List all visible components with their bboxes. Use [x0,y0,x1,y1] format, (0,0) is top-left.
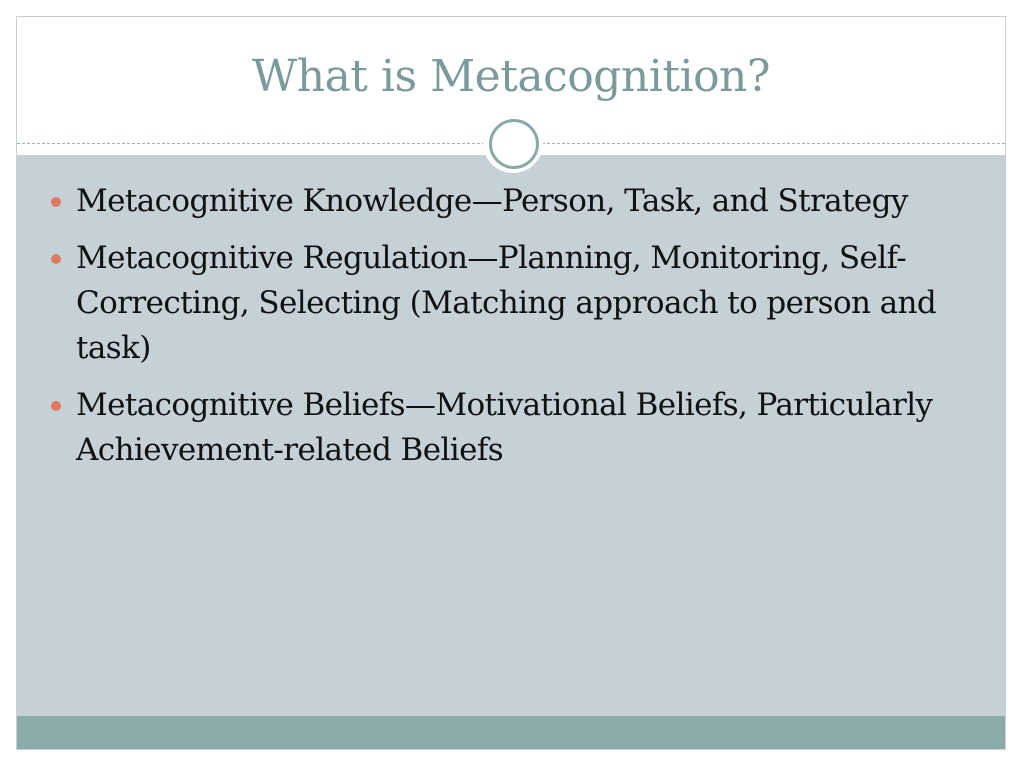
bullet-dot-icon [51,197,61,207]
slide [16,16,1006,750]
circle-ornament-icon [483,113,543,173]
bullet-dot-icon [51,254,61,264]
slide-title: What is Metacognition? [252,51,770,102]
footer-bar [17,716,1005,750]
bullet-list [49,179,939,485]
bullet-item [49,383,939,473]
bullet-text: Metacognitive Beliefs—Motivational Beliefs, Particularly Achievement-related Beliefs [76,387,933,468]
bullet-item [49,179,939,224]
ornament-ring [489,119,539,169]
bullet-item [49,236,939,371]
bullet-dot-icon [51,401,61,411]
bullet-text: Metacognitive Regulation—Planning, Monitoring, Self-Correcting, Selecting (Matching approach to person and task) [76,240,937,366]
bullet-text: Metacognitive Knowledge—Person, Task, and Strategy [76,183,908,219]
